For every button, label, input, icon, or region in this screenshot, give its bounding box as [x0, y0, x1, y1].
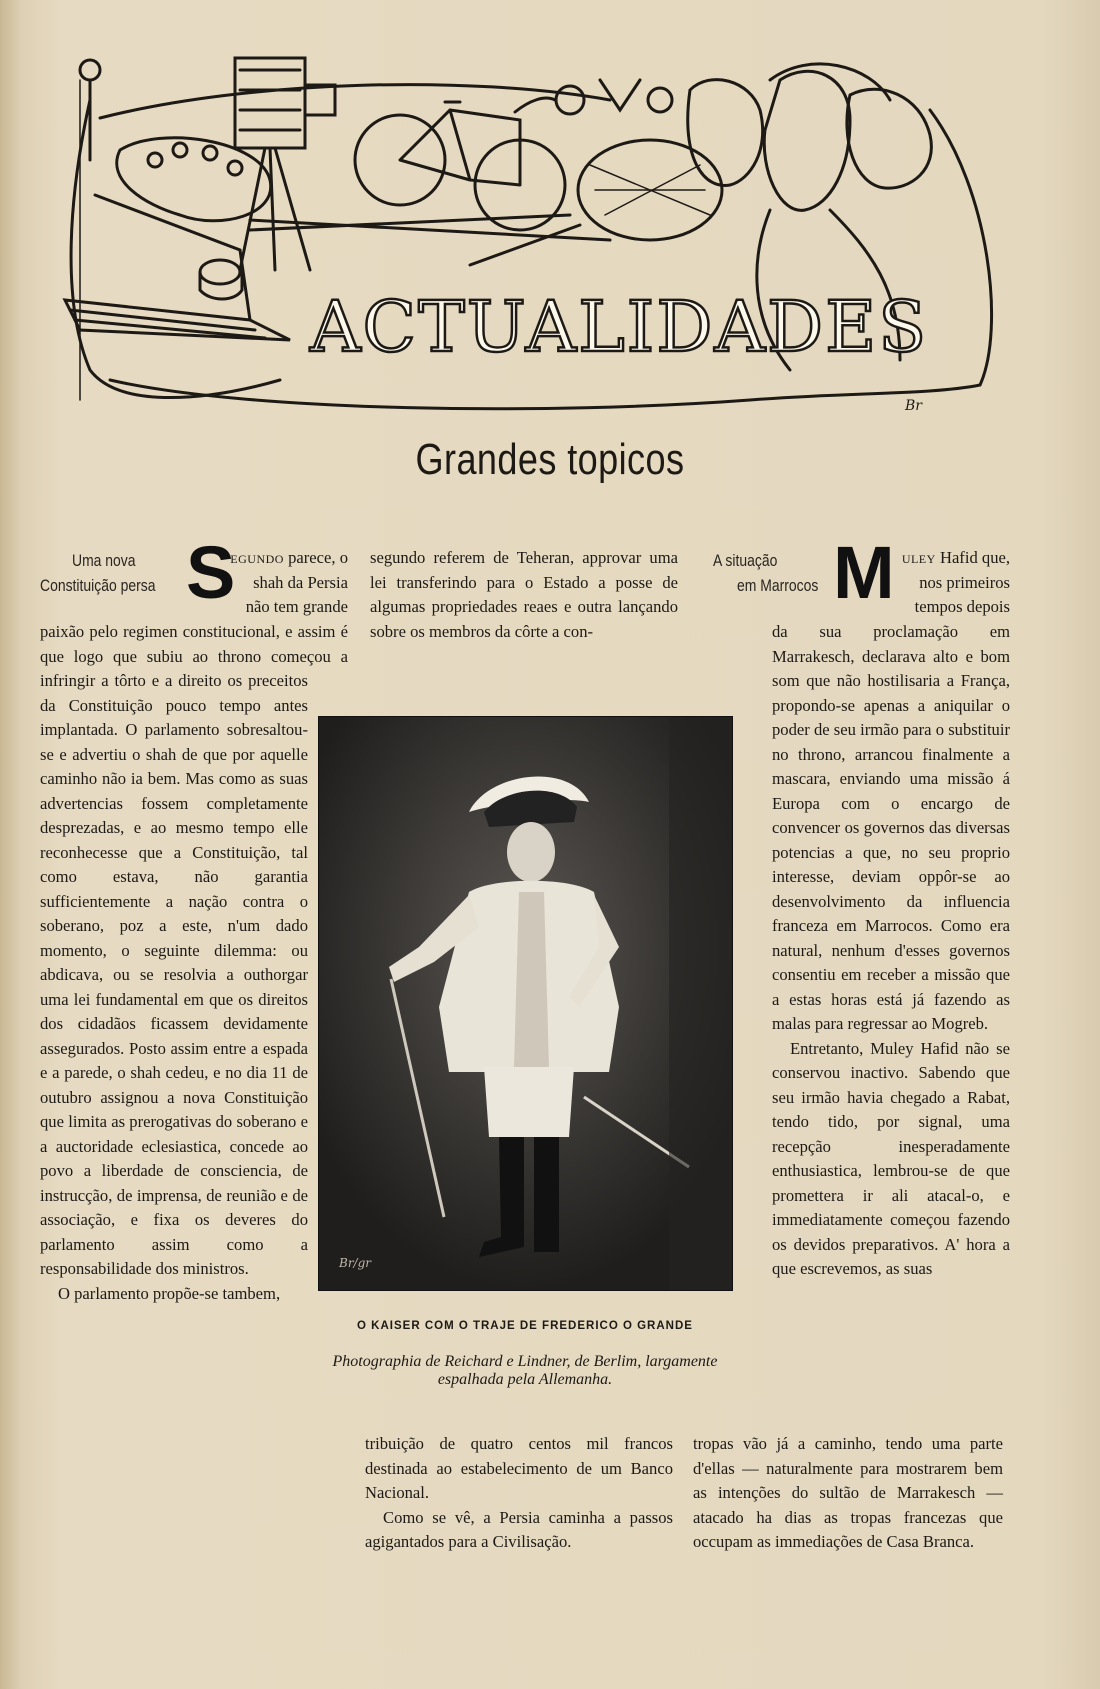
section-label-marrocos-line1: A situação: [713, 551, 778, 570]
photo-caption-text: Photographia de Reichard e Lindner, de Berlim, largamente espalhada pela Allemanha.: [332, 1353, 718, 1388]
masthead-title: ACTUALIDADES: [310, 286, 929, 368]
col2-bottom-2: Como se vê, a Persia caminha a passos agigantados para a Civilisação.: [365, 1507, 673, 1551]
headline: Grandes topicos: [415, 435, 685, 484]
col3-body: da sua proclamação em Marrakesch, declarava alto e bom som que não hostilisaria a França, propondo-se apenas a aniquilar o poder de seu irmão para o substituir no throno, arrancou finalmente a mascara, enviando uma missão á Europa com o encargo de convencer os governos das diversas potencias a que, no seu proprio interesse, deviam oppôr-se ao desenvolvimento da influencia franceza em Marrocos. Como era natural, nenhum d'esses governos consentiu em receber a missão que a estas horas está já fazendo as malas para regressar ao Mogreb.: [772, 622, 1010, 1033]
dropcap-s: S: [186, 531, 236, 614]
dropcap-m: M: [833, 531, 895, 614]
col3-lead-lines: [884, 546, 1010, 620]
col2-top: segundo referem de Teheran, approvar uma lei transferindo para o Estado a posse de algumas propriedades reaes e outra lançando sobre os membros da côrte a con-: [370, 548, 678, 641]
photographer-mark: Br/gr: [339, 1256, 372, 1270]
col1-body-wrap: [40, 620, 348, 1420]
col1-line3: não tem grande: [245, 597, 348, 616]
col1-lead-smallcaps: egundo: [230, 548, 284, 567]
col2-bottom-1: tribuição de quatro centos mil francos destinada ao estabelecimento de um Banco Nacional.: [365, 1434, 673, 1502]
section-label-persia-line2: Constituição persa: [40, 576, 156, 595]
photo-caption-title: O KAISER COM O TRAJE DE FREDERICO O GRANDE: [357, 1320, 693, 1332]
col3-body2: Entretanto, Muley Hafid não se conservou inactivo. Sabendo que seu irmão havia chegado a Rabat, tendo tido, por signal, uma recepção inesperadamente enthusiastica, lembrou-se de que promettera ir ali atacal-o, e immediatamente começou fazendo os devidos preparativos. A' hora a que escrevemos, as suas: [772, 1038, 1010, 1278]
col1-last: O parlamento propõe-se tambem,: [58, 1283, 281, 1303]
col1-line2: shah da Persia: [253, 572, 348, 592]
masthead-signature: Br: [905, 398, 922, 414]
col3-line3: tempos depois: [914, 597, 1010, 616]
kaiser-figure: [319, 717, 732, 1290]
col2-bottom: [365, 1432, 673, 1555]
col3-lead-rest: Hafid que,: [935, 548, 1010, 567]
photo-wrap-spacer-right: [700, 620, 772, 1420]
col1-body: paixão pelo regimen constitucional, e assim é que logo que subiu ao throno começou a infringir a tôrto e a direito os preceitos da Constituição pouco tempo antes implantada. O parlamento sobresaltou-se e advertiu o shah de que por aquelle caminho não ia bem. Mas como as suas advertencias fossem completamente desprezadas, e ao mesmo tempo elle reconhecesse que a Constituição, tal como estava, não garantia sufficientemente a nação contra o soberano, poz a este, n'um dado momento, o seguinte dilemma: ou abdicava, ou se resolvia a outhorgar uma lei fundamental em que os direitos dos cidadãos ficassem devidamente assegurados. Posto assim entre a espada e a parede, o shah cedeu, e no dia 11 de outubro assignou a nova Constituição que limita as prerogativas do soberano e a auctoridade eclesiastica, concede ao povo a liberdade de consciencia, de instrucção, de imprensa, de reunião e de associação, e fixa os deveres do parlamento assim como a responsabilidade dos ministros.: [40, 622, 348, 1278]
col1-lead-lines: [230, 546, 348, 620]
section-label-persia-line1: Uma nova: [72, 551, 136, 570]
col3-lead-smallcaps: uley: [901, 548, 936, 567]
section-label-marrocos-line2: em Marrocos: [737, 576, 819, 595]
col3-body-wrap: [700, 620, 1010, 1420]
col1-lead-rest: parece, o: [283, 548, 348, 567]
kaiser-photo: [318, 716, 733, 1291]
col3-line2: nos primeiros: [919, 572, 1010, 592]
col3-bottom: tropas vão já a caminho, tendo uma parte d'ellas — naturalmente para mostrarem bem as intenções do sultão de Marrakesch — atacado ha dias as tropas francezas que occupam as immediações de Casa Branca.: [693, 1434, 1003, 1551]
